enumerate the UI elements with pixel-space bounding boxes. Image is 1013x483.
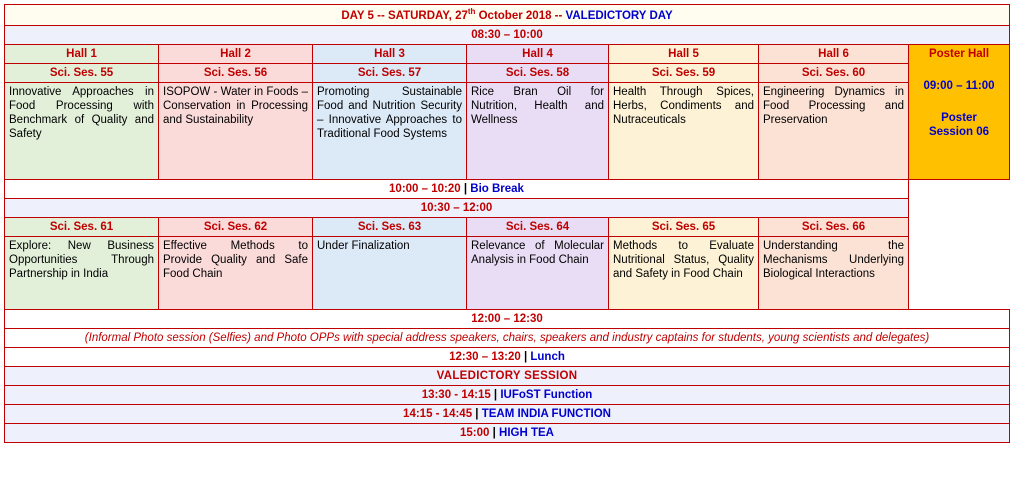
valedictory-item-2 <box>5 405 1010 424</box>
bio-break-separator: | <box>460 182 471 195</box>
valedictory-item-1-separator: | <box>490 389 501 401</box>
valedictory-item-2-label: TEAM INDIA FUNCTION <box>481 408 611 421</box>
lunch-time: 12:30 – 13:20 <box>449 350 521 363</box>
session-header-58: Sci. Ses. 58 <box>467 63 609 82</box>
valedictory-item-2-time: 14:15 - 14:45 <box>403 408 473 421</box>
photo-session-note: (Informal Photo session (Selfies) and Photo OPPs with special address speakers, chairs, speakers and industry captains for students, young scientists and delegates) <box>5 328 1010 347</box>
poster-hall-time: 09:00 – 11:00 <box>923 79 995 92</box>
session-topic-55: Innovative Approaches in Food Processing with Benchmark of Quality and Safety <box>5 82 159 179</box>
hall-header-1: Hall 1 <box>5 44 159 63</box>
hall-header-5: Hall 5 <box>609 44 759 63</box>
table-row <box>5 44 1010 63</box>
session-header-55: Sci. Ses. 55 <box>5 63 159 82</box>
table-row <box>5 198 1010 217</box>
session-header-59: Sci. Ses. 59 <box>609 63 759 82</box>
schedule-sheet <box>0 4 1013 483</box>
session-topic-61: Explore: New Business Opportunities Through Partnership in India <box>5 236 159 309</box>
bio-break-bar <box>5 179 909 198</box>
time-slot-2: 10:30 – 12:00 <box>5 198 909 217</box>
day-title-sup: th <box>467 7 476 16</box>
table-row <box>5 25 1010 44</box>
session-topic-65: Methods to Evaluate Nutritional Status, Quality and Safety in Food Chain <box>609 236 759 309</box>
valedictory-item-1-time: 13:30 - 14:15 <box>421 389 491 401</box>
time-slot-1: 08:30 – 10:00 <box>5 25 1010 44</box>
session-header-62: Sci. Ses. 62 <box>159 217 313 236</box>
day-title-highlight: VALEDICTORY DAY <box>565 9 673 22</box>
session-topic-63: Under Finalization <box>313 236 467 309</box>
photo-session-time: 12:00 – 12:30 <box>5 309 1010 328</box>
session-header-61: Sci. Ses. 61 <box>5 217 159 236</box>
lunch-separator: | <box>520 350 531 363</box>
hall-header-2: Hall 2 <box>159 44 313 63</box>
session-topic-66: Understanding the Mechanisms Underlying Biological Interactions <box>759 236 909 309</box>
hall-header-4: Hall 4 <box>467 44 609 63</box>
bio-break-time: 10:00 – 10:20 <box>389 182 461 195</box>
table-row <box>5 347 1010 366</box>
session-header-63: Sci. Ses. 63 <box>313 217 467 236</box>
session-topic-60: Engineering Dynamics in Food Processing and Preservation <box>759 82 909 179</box>
session-topic-56: ISOPOW - Water in Foods – Conservation in Processing and Sustainability <box>159 82 313 179</box>
valedictory-item-3-separator: | <box>489 427 500 440</box>
lunch-bar <box>5 347 1010 366</box>
poster-hall-cell <box>909 44 1010 179</box>
schedule-table <box>4 4 1010 443</box>
table-row <box>5 424 1010 443</box>
day-title-mid: October 2018 -- <box>475 9 566 22</box>
bio-break-label: Bio Break <box>470 182 524 195</box>
session-topic-58: Rice Bran Oil for Nutrition, Health and Wellness <box>467 82 609 179</box>
hall-header-3: Hall 3 <box>313 44 467 63</box>
session-topic-57: Promoting Sustainable Food and Nutrition Security – Innovative Approaches to Traditional Food Systems <box>313 82 467 179</box>
session-topic-59: Health Through Spices, Herbs, Condiments and Nutraceuticals <box>609 82 759 179</box>
table-row <box>5 405 1010 424</box>
session-topic-64: Relevance of Molecular Analysis in Food Chain <box>467 236 609 309</box>
valedictory-item-2-separator: | <box>472 408 482 421</box>
poster-session-label: Poster <box>941 111 977 124</box>
valedictory-item-1 <box>5 386 1010 405</box>
table-row <box>5 309 1010 328</box>
table-row <box>5 179 1010 198</box>
session-header-65: Sci. Ses. 65 <box>609 217 759 236</box>
day-title-prefix: DAY 5 -- SATURDAY, 27 <box>341 9 468 22</box>
session-header-57: Sci. Ses. 57 <box>313 63 467 82</box>
session-topic-62: Effective Methods to Provide Quality and Safe Food Chain <box>159 236 313 309</box>
valedictory-item-1-label: IUFoST Function <box>500 389 593 401</box>
lunch-label: Lunch <box>530 350 565 363</box>
table-row <box>5 236 1010 309</box>
table-row <box>5 386 1010 405</box>
valedictory-item-3-label: HIGH TEA <box>499 427 554 440</box>
session-header-66: Sci. Ses. 66 <box>759 217 909 236</box>
valedictory-heading: VALEDICTORY SESSION <box>5 366 1010 385</box>
table-row <box>5 366 1010 385</box>
day-title <box>5 5 1010 26</box>
table-row <box>5 82 1010 179</box>
table-row <box>5 217 1010 236</box>
table-row <box>5 63 1010 82</box>
valedictory-item-3 <box>5 424 1010 443</box>
table-row <box>5 328 1010 347</box>
table-row <box>5 5 1010 26</box>
poster-hall-header: Poster Hall <box>928 47 990 60</box>
session-header-56: Sci. Ses. 56 <box>159 63 313 82</box>
poster-session-number: Session 06 <box>928 125 990 138</box>
hall-header-6: Hall 6 <box>759 44 909 63</box>
valedictory-item-3-time: 15:00 <box>460 427 490 440</box>
session-header-64: Sci. Ses. 64 <box>467 217 609 236</box>
session-header-60: Sci. Ses. 60 <box>759 63 909 82</box>
